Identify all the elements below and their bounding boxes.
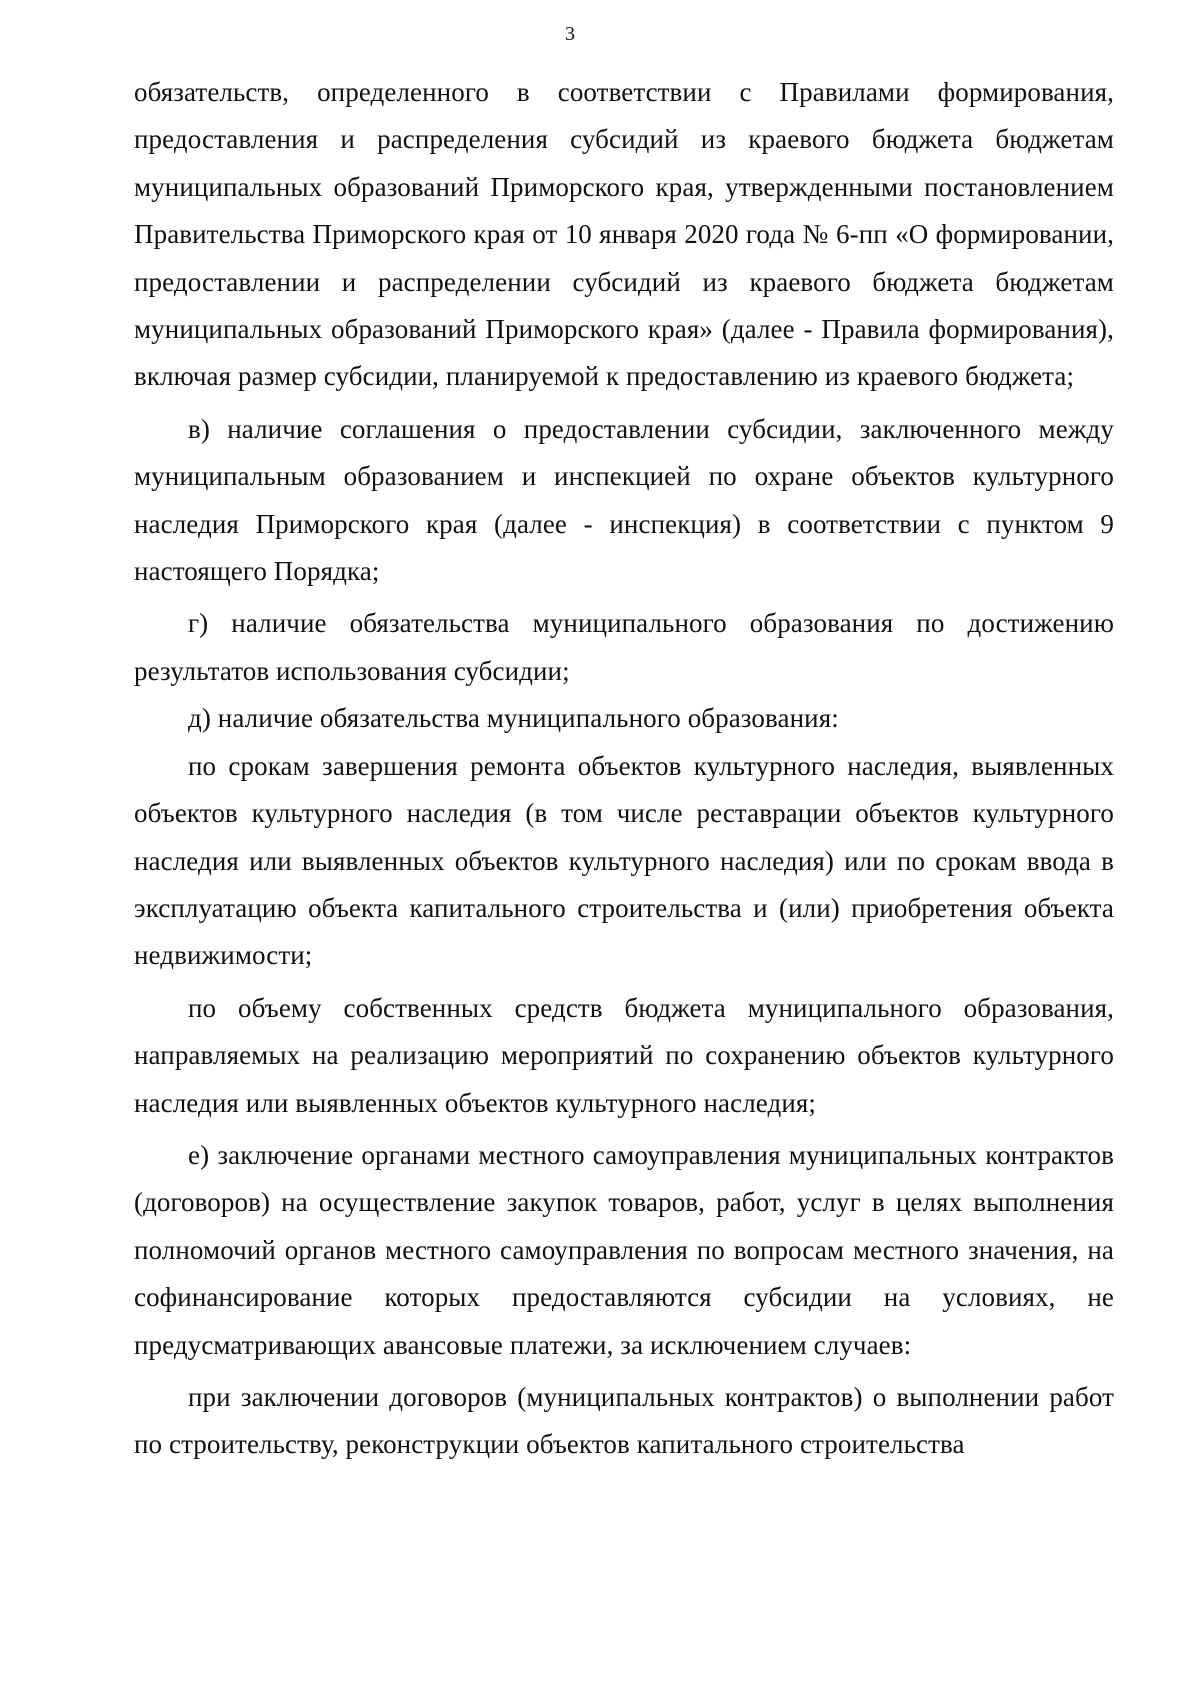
document-body xyxy=(134,69,1114,1469)
paragraph-own-funds: по объему собственных средств бюджета муниципального образования, направляемых на реализацию мероприятий по сохранению объектов культурного наследия или выявленных объектов культурного наследия; xyxy=(134,992,1114,1118)
paragraph-item-v: в) наличие соглашения о предоставлении субсидии, заключенного между муниципальным образованием и инспекцией по охране объектов культурного наследия Приморского края (далее - инспекция) в соответствии с пунктом 9 настоящего Порядка; xyxy=(134,413,1114,587)
page-number: 3 xyxy=(565,23,575,45)
paragraph-continuation: обязательств, определенного в соответствии с Правилами формирования, предоставления и распределения субсидий из краевого бюджета бюджетам муниципальных образований Приморского края, утвержденными постановлением Правительства Приморского края от 10 января 2020 года № 6-пп «О формировании, предоставлении и распределении субсидий из краевого бюджета бюджетам муниципальных образований Приморского края» (далее - Правила формирования), включая размер субсидии, планируемой к предоставлению из краевого бюджета; xyxy=(134,77,1114,392)
paragraph-contracts: при заключении договоров (муниципальных контрактов) о выполнении работ по строительству, реконструкции объектов капитального строительства xyxy=(134,1381,1114,1460)
paragraph-item-d: д) наличие обязательства муниципального образования: xyxy=(188,703,839,734)
paragraph-item-e: е) заключение органами местного самоуправления муниципальных контрактов (договоров) на осуществление закупок товаров, работ, услуг в целях выполнения полномочий органов местного самоуправления по вопросам местного значения, на софинансирование которых предоставляются субсидии на условиях, не предусматривающих авансовые платежи, за исключением случаев: xyxy=(134,1139,1114,1360)
paragraph-item-g: г) наличие обязательства муниципального образования по достижению результатов использования субсидии; xyxy=(134,608,1114,686)
paragraph-deadlines: по срокам завершения ремонта объектов культурного наследия, выявленных объектов культурного наследия (в том числе реставрации объектов культурного наследия или выявленных объектов культурного наследия) или по срокам ввода в эксплуатацию объекта капитального строительства и (или) приобретения объекта недвижимости; xyxy=(134,750,1114,971)
